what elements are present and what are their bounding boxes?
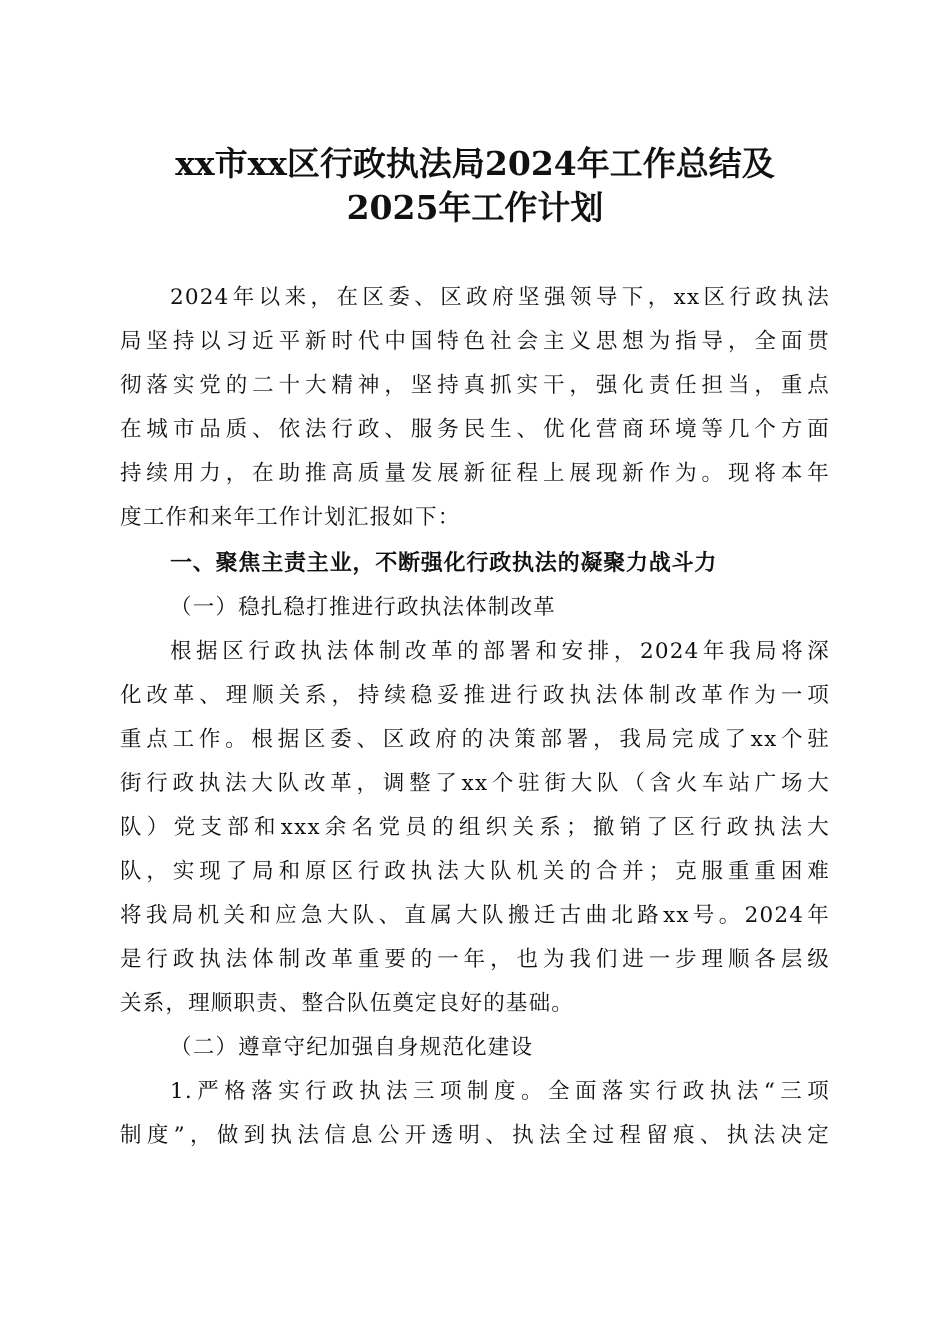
body-line-5: 队）党支部和xxx余名党员的组织关系；撤销了区行政执法大	[120, 815, 830, 840]
body-line-8: 是行政执法体制改革重要的一年，也为我们进一步理顺各层级	[120, 947, 830, 972]
body-line-11: 制度”，做到执法信息公开透明、执法全过程留痕、执法决定	[120, 1123, 830, 1148]
intro-line-3: 彻落实党的二十大精神，坚持真抓实干，强化责任担当，重点	[120, 373, 830, 398]
body-line-3: 重点工作。根据区委、区政府的决策部署，我局完成了xx个驻	[120, 727, 830, 752]
body-line-2: 化改革、理顺关系，持续稳妥推进行政执法体制改革作为一项	[120, 683, 830, 708]
subsection-heading-2: （二）遵章守纪加强自身规范化建设	[170, 1035, 534, 1060]
body-line-9: 关系，理顺职责、整合队伍奠定良好的基础。	[120, 991, 575, 1016]
body-line-6: 队，实现了局和原区行政执法大队机关的合并；克服重重困难	[120, 859, 830, 884]
intro-line-2: 局坚持以习近平新时代中国特色社会主义思想为指导，全面贯	[120, 329, 830, 354]
intro-line-5: 持续用力，在助推高质量发展新征程上展现新作为。现将本年	[120, 461, 830, 486]
body-line-10: 1.严格落实行政执法三项制度。全面落实行政执法“三项	[170, 1079, 830, 1104]
section-heading-1: 一、聚焦主责主业，不断强化行政执法的凝聚力战斗力	[170, 551, 718, 576]
body-line-4: 街行政执法大队改革，调整了xx个驻街大队（含火车站广场大	[120, 771, 830, 796]
intro-line-4: 在城市品质、依法行政、服务民生、优化营商环境等几个方面	[120, 417, 830, 442]
body-line-7: 将我局机关和应急大队、直属大队搬迁古曲北路xx号。2024年	[120, 903, 830, 928]
intro-line-1: 2024年以来，在区委、区政府坚强领导下，xx区行政执法	[170, 285, 830, 310]
document-title-line-1: xx市xx区行政执法局2024年工作总结及	[175, 144, 775, 183]
document-title-line-2: 2025年工作计划	[346, 188, 604, 227]
body-line-1: 根据区行政执法体制改革的部署和安排，2024年我局将深	[170, 639, 830, 664]
intro-line-6: 度工作和来年工作计划汇报如下：	[120, 505, 461, 530]
subsection-heading-1: （一）稳扎稳打推进行政执法体制改革	[170, 595, 556, 620]
